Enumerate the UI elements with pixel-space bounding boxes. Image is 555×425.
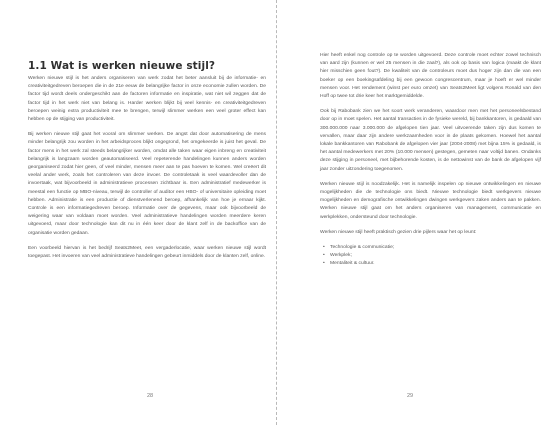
left-page-content <box>28 60 266 268</box>
paragraph: Hier heeft enkel nog controle op te worden uitgevoerd. Deze controle moet echter zowel technisch van aard zijn (kunnen er wel 25 mensen in die zaal?), als ook op basis van logica (maakt de klant hier misschien geen fout?). De kwaliteit van de controleurs moet dus hoger zijn dan die van een boeker op een boekingsafdeling bij een gewoon congrescentrum, maar je hoeft er wel minder mensen voor. Het rendement (winst per euro omzet) van Seats2Meet ligt volgens Ronald van den Hoff op twee tot drie keer het marktgemiddelde. <box>320 53 541 100</box>
section-heading: 1.1 Wat is werken nieuwe stijl? <box>28 60 216 72</box>
right-page <box>278 0 555 425</box>
left-page <box>0 0 276 425</box>
paragraph: Werken nieuwe stijl heeft praktisch gezien drie pijlers waar het op leunt: <box>320 229 477 235</box>
list-item: • Technologie & communicatie; <box>330 244 541 252</box>
pillars-list <box>320 244 541 269</box>
list-item: • Mentaliteit & cultuur. <box>330 260 541 268</box>
page-number: 29 <box>407 393 414 399</box>
list-item: • Werkplek; <box>330 252 541 260</box>
paragraph: Een voorbeeld hiervan is het bedrijf Seats2Meet, een vergaderlocatie, waar werken nieuwe stijl wordt toegepast. Het invoeren van veel administratieve handelingen gebeurt inmiddels door de klanten zelf, online. <box>28 245 266 260</box>
paragraph: Ook bij Rabobank zien we het soort werk veranderen, waardoor men met het personeelsbestand door op in moet spelen. Het aantal transacties in de fysieke wereld, bij bankkantoren, is gedaald van 300.000.000 naar 3.000.000 de afgelopen tien jaar. Veel uitvoerende taken zijn dus komen te vervallen, maar daar zijn andere werkzaamheden voor in de plaats gekomen. Hoewel het aantal lokale bankkantoren van Rabobank de afgelopen vier jaar (2004-2008) met bijna 15% is gedaald, is het aantal medewerkers met 20% (10.000 mensen) gestegen, gemeten naar voltijd banen. Ondanks deze stijging in personeel, met bijbehorende kosten, is de nettowinst van de bank de afgelopen vijf jaar zonder uitzondering toegenomen. <box>320 109 541 172</box>
paragraph: Werken nieuwe stijl is het anders organiseren van werk zodat het beter aansluit bij de informatie- en creativiteitgedreven beroepen die in de 21e eeuw de belangrijke factor in onze economie zullen worden. De factor tijd wordt deels ondergeschikt aan de factoren informatie en inspiratie, wat niet wil zeggen dat de factor tijd in het werk niet van belang is. Harder werken blijkt bij veel kennis- en creativiteitgedreven beroepen weinig extra productiviteit mee te brengen, terwijl slimmer werken een veel groter effect kan hebben op de stijging van productiviteit. <box>28 76 266 123</box>
page-spine-divider <box>276 0 277 425</box>
paragraph: Werken nieuwe stijl is noodzakelijk. Het is namelijk inspelen op nieuwe ontwikkelingen en nieuwe mogelijkheden die de technologie ons biedt. Nieuwe technologie biedt werkgevers nieuwe mogelijkheden en demografische ontwikkelingen dwingen werkgevers zaken anders aan te pakken. Werken nieuwe stijl gaat om het anders organiseren van management, communicatie en werkplekken, ondersteund door technologie. <box>320 181 541 220</box>
page-number: 28 <box>147 393 154 399</box>
paragraph: Bij werken nieuwe stijl gaat het vooral om slimmer werken. De angst dat door automatisering de mens minder belangrijk zou worden in het arbeidsproces blijkt ongegrond, het omgekeerde is juist het geval. De factor mens in het werk zal steeds belangrijker worden, omdat alle taken waar eigen inbreng en creativiteit belangrijk is langzaam worden geautomatiseerd. Veel repeterende handelingen kunnen anders worden georganiseerd zodat hier geen, of veel minder, mensen meer aan te pas hoeven te komen. Wel creëert dit veelal ander werk, zoals het controleren van deze invoer. De controletaak is veel waardevoller dan de invoertaak, wat bijvoorbeeld in administratieve processen zichtbaar is. Een administratief medewerker is meestal een functie op MBO-niveau, terwijl de controller of auditor een HBO- of universitaire opleiding moet hebben. Administratie is een productie of dienstverlenend beroep, afhankelijk van hoe je ernaar kijkt. Controle is een informatiegedreven beroep. Informatie over de gegevens, maar ook bijvoorbeeld de weigering waar van voldaan moet worden. Veel administratieve handelingen worden meerdere keren uitgevoerd, maar door technologie kan dit nu in één keer door de klant zelf in de backoffice van de organisatie worden gedaan. <box>28 132 266 236</box>
right-page-content <box>320 52 541 269</box>
